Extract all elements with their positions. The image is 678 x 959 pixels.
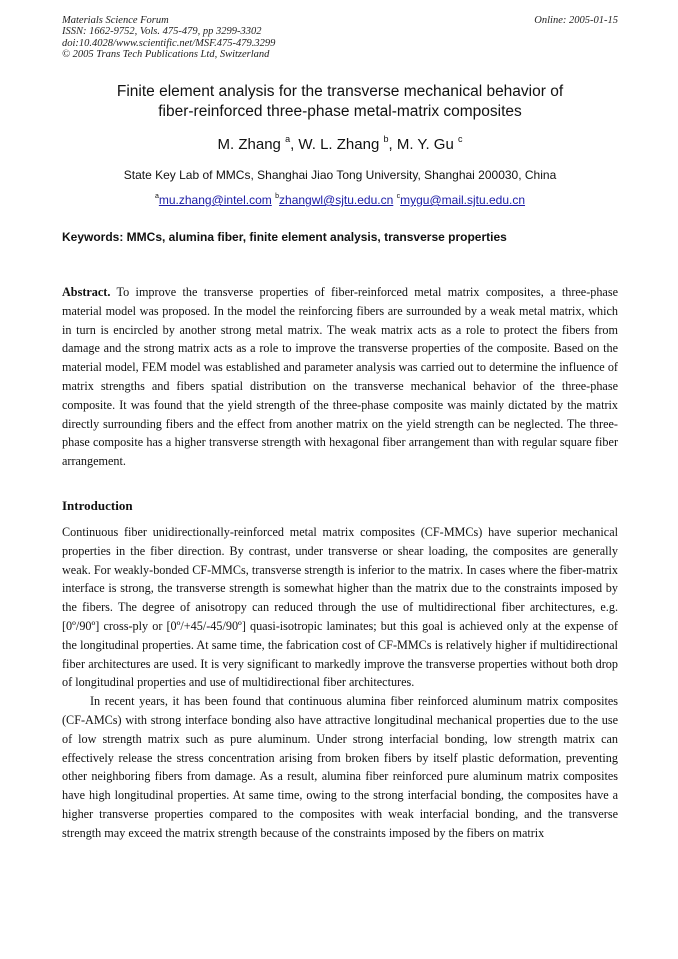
- author-list: M. Zhang $^a$, W. L. Zhang $^b$, M. Y. Gu $^c$: [217, 134, 463, 153]
- abstract-label: Abstract.: [62, 285, 111, 299]
- body-paragraph: In recent years, it has been found that continuous alumina fiber reinforced aluminum matrix composites (CF-AMCs) with strong interface bonding also have attractive longitudinal mechanical properties due to the use of low strength matrix such as pure aluminum. Under strong interfacial bonding, low strength matrix can effectively release the stress concentration arising from broken fibers by itself plastic deformation, preventing other neighboring fibers from damage. As a result, alumina fiber reinforced pure aluminum matrix composites have high longitudinal properties. At same time, owing to the strong interfacial bonding, the composites have a higher transverse properties compared to the composites with weak interfacial bonding, and the transverse strength may exceed the matrix strength because of the constraints imposed by the fibers on matrix: [62, 694, 618, 840]
- email-superscript: a: [154, 193, 159, 200]
- abstract: [62, 283, 618, 471]
- email-superscript: b: [275, 193, 280, 200]
- author-name: M. Y. Gu: [396, 136, 454, 153]
- author-superscript: c: [457, 134, 463, 144]
- title-line-1: Finite element analysis for the transverse mechanical behavior of: [116, 83, 564, 100]
- abstract-text: To improve the transverse properties of fiber-reinforced metal matrix composites, a three-phase material model was proposed. In the model the reinforcing fibers are surrounded by a weak metal matrix, which in turn is encircled by another strong metal matrix. The weak matrix acts as a role to protect the fibers from damage and the strong matrix acts as a role to improve the transverse properties of the composite. Based on the material model, FEM model was established and parameter analysis was carried out to determine the influence of matrix strengths and fibers spatial distribution on the transverse mechanical behavior of the three-phase composite. It was found that the yield strength of the three-phase composite was mainly dictated by the matrix directly surrounding fibers and the effect from another matrix on the yield strength can be neglected. The three-phase composite has a higher transverse strength with hexagonal fiber arrangement than with regular square fiber arrangement.: [62, 285, 618, 469]
- email-list: [62, 193, 618, 207]
- email-link[interactable]: mu.zhang@intel.com: [158, 193, 272, 207]
- author-name: M. Zhang: [217, 136, 281, 153]
- author-superscript: a: [285, 134, 291, 144]
- introduction-body: [62, 523, 618, 843]
- keywords: Keywords: MMCs, alumina fiber, finite element analysis, transverse properties: [62, 230, 507, 244]
- online-date: Online: 2005-01-15: [534, 15, 618, 26]
- journal-header: [62, 15, 618, 61]
- author-superscript: b: [383, 134, 389, 144]
- paper-title: [62, 82, 618, 122]
- issn-line: ISSN: 1662-9752, Vols. 475-479, pp 3299-3302: [62, 26, 262, 38]
- section-heading: Introduction: [62, 498, 133, 513]
- author-name: W. L. Zhang: [298, 136, 380, 153]
- copyright-line: © 2005 Trans Tech Publications Ltd, Switzerland: [62, 49, 270, 61]
- journal-name: Materials Science Forum: [62, 15, 169, 26]
- body-paragraph: Continuous fiber unidirectionally-reinforced metal matrix composites (CF-MMCs) have superior mechanical properties in the fiber direction. By contrast, under transverse or shear loading, the composites are generally weak. For weakly-bonded CF-MMCs, transverse strength is inferior to the matrix. In cases where the fiber-matrix interface is strong, the transverse strength is somewhat higher than the matrix due to the constraints imposed by the fibers. The degree of anisotropy can reduced through the use of multidirectional fiber architectures, e.g. [0º/90º] cross-ply or [0º/+45/-45/90º] quasi-isotropic laminates; but this goal is achieved only at the expense of the longitudinal properties. At same time, the fabrication cost of CF-MMCs is relatively higher if multidirectional fiber architectures are used. It is very significant to markedly improve the transverse properties without both drop of longitudinal properties and use of multidirectional fiber architectures.: [62, 525, 618, 690]
- title-line-2: fiber-reinforced three-phase metal-matrix composites: [158, 103, 522, 120]
- affiliation: State Key Lab of MMCs, Shanghai Jiao Tong University, Shanghai 200030, China: [123, 168, 557, 182]
- email-superscript: c: [396, 193, 401, 200]
- email-link[interactable]: zhangwl@sjtu.edu.cn: [279, 193, 394, 207]
- doi-line: doi:10.4028/www.scientific.net/MSF.475-479.3299: [62, 37, 276, 49]
- email-link[interactable]: mygu@mail.sjtu.edu.cn: [400, 193, 526, 207]
